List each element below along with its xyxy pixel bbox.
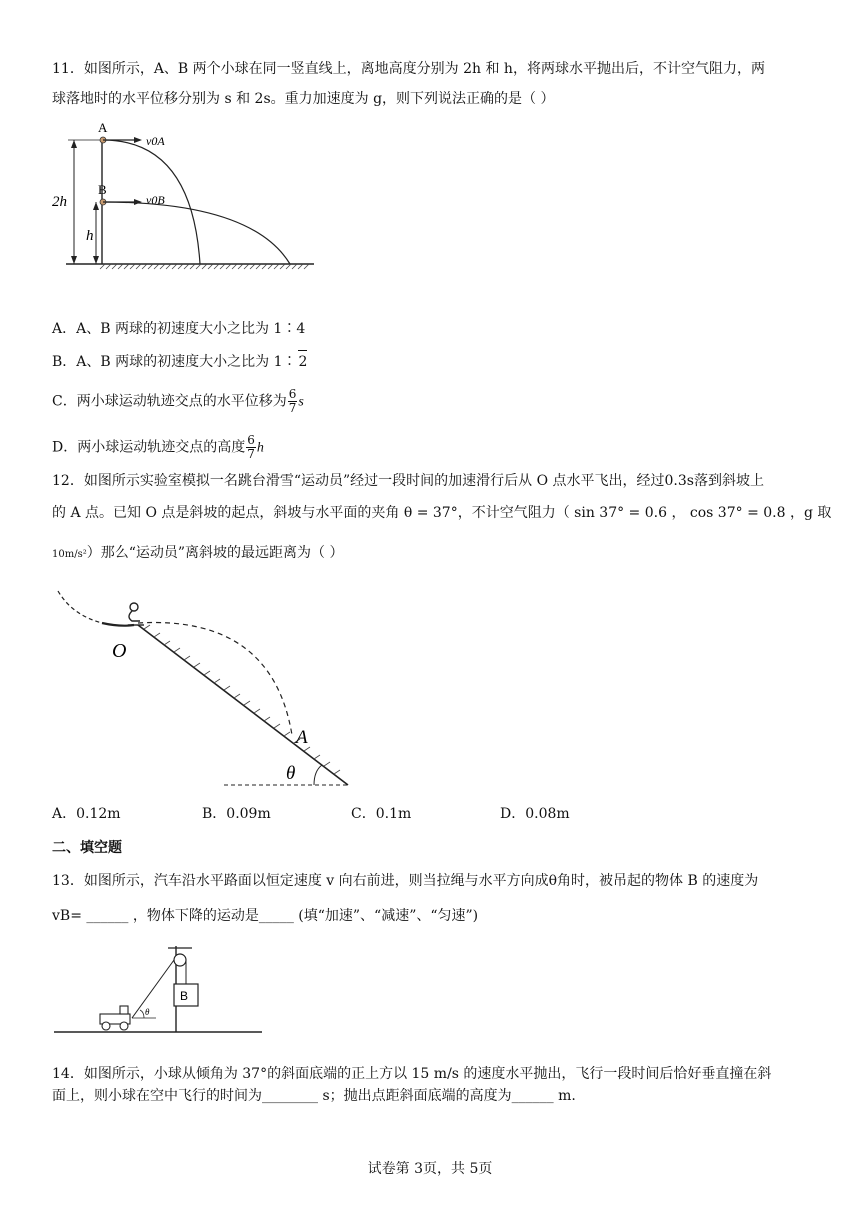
label-block-b: B xyxy=(180,989,189,1003)
page-footer: 试卷第 3页，共 5页 xyxy=(367,1161,493,1177)
label-2h: 2h xyxy=(52,194,67,210)
label-o: O xyxy=(112,640,127,662)
q11-stem-line2: 球落地时的水平位移分别为 s 和 2s。重力加速度为 g，则下列说法正确的是（ ） xyxy=(52,91,555,107)
section-title: 二、填空题 xyxy=(52,840,122,856)
q14-stem-line1: 14．如图所示，小球从倾角为 37°的斜面底端的正上方以 15 m/s 的速度水平抛出，飞行一段时间后恰好垂直撞在斜 xyxy=(52,1066,772,1082)
fraction: $\frac{6}{7}$ xyxy=(288,387,297,415)
q11-option-c: C．两小球运动轨迹交点的水平位移为 $\frac{6}{7}$ s xyxy=(52,387,304,415)
q12-stem-line1: 12．如图所示实验室模拟一名跳台滑雪“运动员”经过一段时间的加速滑行后从 O 点水平飞出，经过0.3s落到斜坡上 xyxy=(52,473,764,489)
car-icon xyxy=(100,1006,130,1030)
label-h: h xyxy=(86,228,94,244)
q12-option-d: D．0.08m xyxy=(500,806,570,822)
label-theta: θ xyxy=(286,763,296,784)
label-ball-a: A xyxy=(98,120,108,135)
q12-ski-slope-figure xyxy=(52,585,357,795)
label-v0a: v0A xyxy=(146,134,165,148)
sqrt-value: 2 xyxy=(298,350,308,373)
q11-stem-line1: 11．如图所示，A、B 两个小球在同一竖直线上，离地高度分别为 2h 和 h，将两球水平抛出后，不计空气阻力，两 xyxy=(52,61,765,77)
q14-stem-line2: 面上，则小球在空中飞行的时间为________ s；抛出点距斜面底端的高度为______ m. xyxy=(52,1088,576,1104)
skier-icon xyxy=(128,603,144,625)
q12-option-a: A．0.12m xyxy=(52,806,121,822)
q13-stem-line2: vB= ______ ，物体下降的运动是_____ (填“加速”、“减速”、“匀速”) xyxy=(52,908,479,924)
q11-option-b: B．A、B 两球的初速度大小之比为 1∶ 2 xyxy=(52,350,307,373)
q12-option-c: C．0.1m xyxy=(351,806,412,822)
label-ball-b: B xyxy=(98,182,107,197)
pulley-icon xyxy=(174,954,186,966)
fraction: $\frac{6}{7}$ xyxy=(247,433,255,461)
label-theta: θ xyxy=(145,1007,150,1017)
q12-option-b: B．0.09m xyxy=(202,806,271,822)
q12-stem-line2: 的 A 点。已知 O 点是斜坡的起点，斜坡与水平面的夹角 θ = 37°，不计空气阻力（ sin 37° = 0.6 ， cos 37° = 0.8 ，g 取 xyxy=(52,505,832,521)
label-v0b: v0B xyxy=(146,193,165,207)
label-a: A xyxy=(296,727,308,748)
q11-option-a: A．A、B 两球的初速度大小之比为 1∶4 xyxy=(52,321,306,337)
q12-stem-line3: 10m/s²）那么“运动员”离斜坡的最远距离为（ ） xyxy=(52,545,344,561)
q11-option-d: D．两小球运动轨迹交点的高度 $\frac{6}{7}$ h xyxy=(52,433,264,461)
q11-projectile-figure xyxy=(52,118,322,278)
q13-pulley-figure xyxy=(52,942,264,1038)
q13-stem-line1: 13．如图所示，汽车沿水平路面以恒定速度 v 向右前进，则当拉绳与水平方向成θ角时，被吊起的物体 B 的速度为 xyxy=(52,873,759,889)
